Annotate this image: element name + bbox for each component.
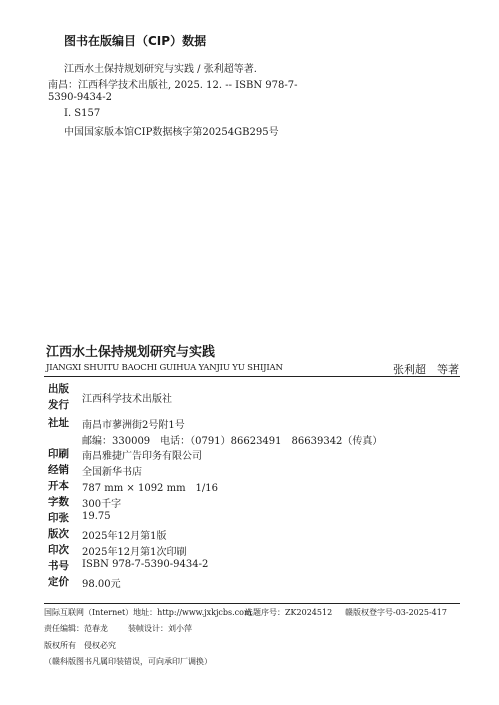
footer-divider [44,603,460,604]
responsible-editor: 责任编辑：范春龙 [44,624,108,633]
cip-line: 江西水土保持规划研究与实践 / 张利超等著. [64,64,257,75]
book-pinyin-title: JIANGXI SHUITU BAOCHI GUIHUA YANJIU YU SHIJIAN [46,363,283,373]
publisher-label: 发行 [48,399,69,411]
cip-line: 5390-9434-2 [48,92,113,103]
topic-number: 选题序号：ZK2024512 [245,608,333,617]
sheets-label: 印张 [48,512,69,524]
format-value: 787 mm × 1092 mm 1/16 [82,483,219,494]
words-label: 字数 [48,496,69,508]
website-address: 国际互联网（Internet）地址：http://www.jxkjcbs.com [44,608,252,617]
address-label: 社址 [48,417,69,429]
rights-notice: 版权所有 侵权必究 [44,641,116,650]
distributor-value: 全国新华书店 [82,467,142,478]
cip-line: 南昌：江西科学技术出版社, 2025. 12. -- ISBN 978-7- [48,80,298,91]
edition-value: 2025年12月第1版 [82,531,167,542]
edition-label: 版次 [48,528,69,540]
address-value: 南昌市蓼洲街2号附1号 [82,420,185,431]
words-value: 300千字 [82,499,122,510]
impression-label: 印次 [48,544,69,556]
format-label: 开本 [48,480,69,492]
publisher-label: 出版 [48,383,69,395]
title-divider [44,376,460,377]
cover-designer: 装帧设计：刘小萍 [128,624,192,633]
isbn-value: ISBN 978-7-5390-9434-2 [82,559,209,570]
impression-value: 2025年12月第1次印刷 [82,547,187,558]
sheets-value: 19.75 [82,511,111,522]
contact-value: 邮编：330009 电话：（0791）86623491 86639342（传真） [82,436,383,447]
price-value: 98.00元 [82,579,121,590]
price-label: 定价 [48,576,69,588]
printing-error-notice: （赣科版图书凡属印装错误，可向承印厂调换） [44,657,212,666]
printer-label: 印刷 [48,448,69,460]
book-author: 张利超 等著 [393,363,459,376]
publisher-value: 江西科学技术出版社 [82,394,172,405]
distributor-label: 经销 [48,464,69,476]
cip-heading: 图书在版编目（CIP）数据 [64,34,207,48]
copyright-registration: 赣版权登字号-03-2025-417 [345,608,447,617]
isbn-label: 书号 [48,560,69,572]
printer-value: 南昌雅捷广告印务有限公司 [82,451,202,462]
book-title: 江西水土保持规划研究与实践 [46,345,216,360]
cip-line: Ⅰ. S157 [64,108,101,119]
cip-line: 中国国家版本馆CIP数据核字第20254GB295号 [64,127,279,138]
